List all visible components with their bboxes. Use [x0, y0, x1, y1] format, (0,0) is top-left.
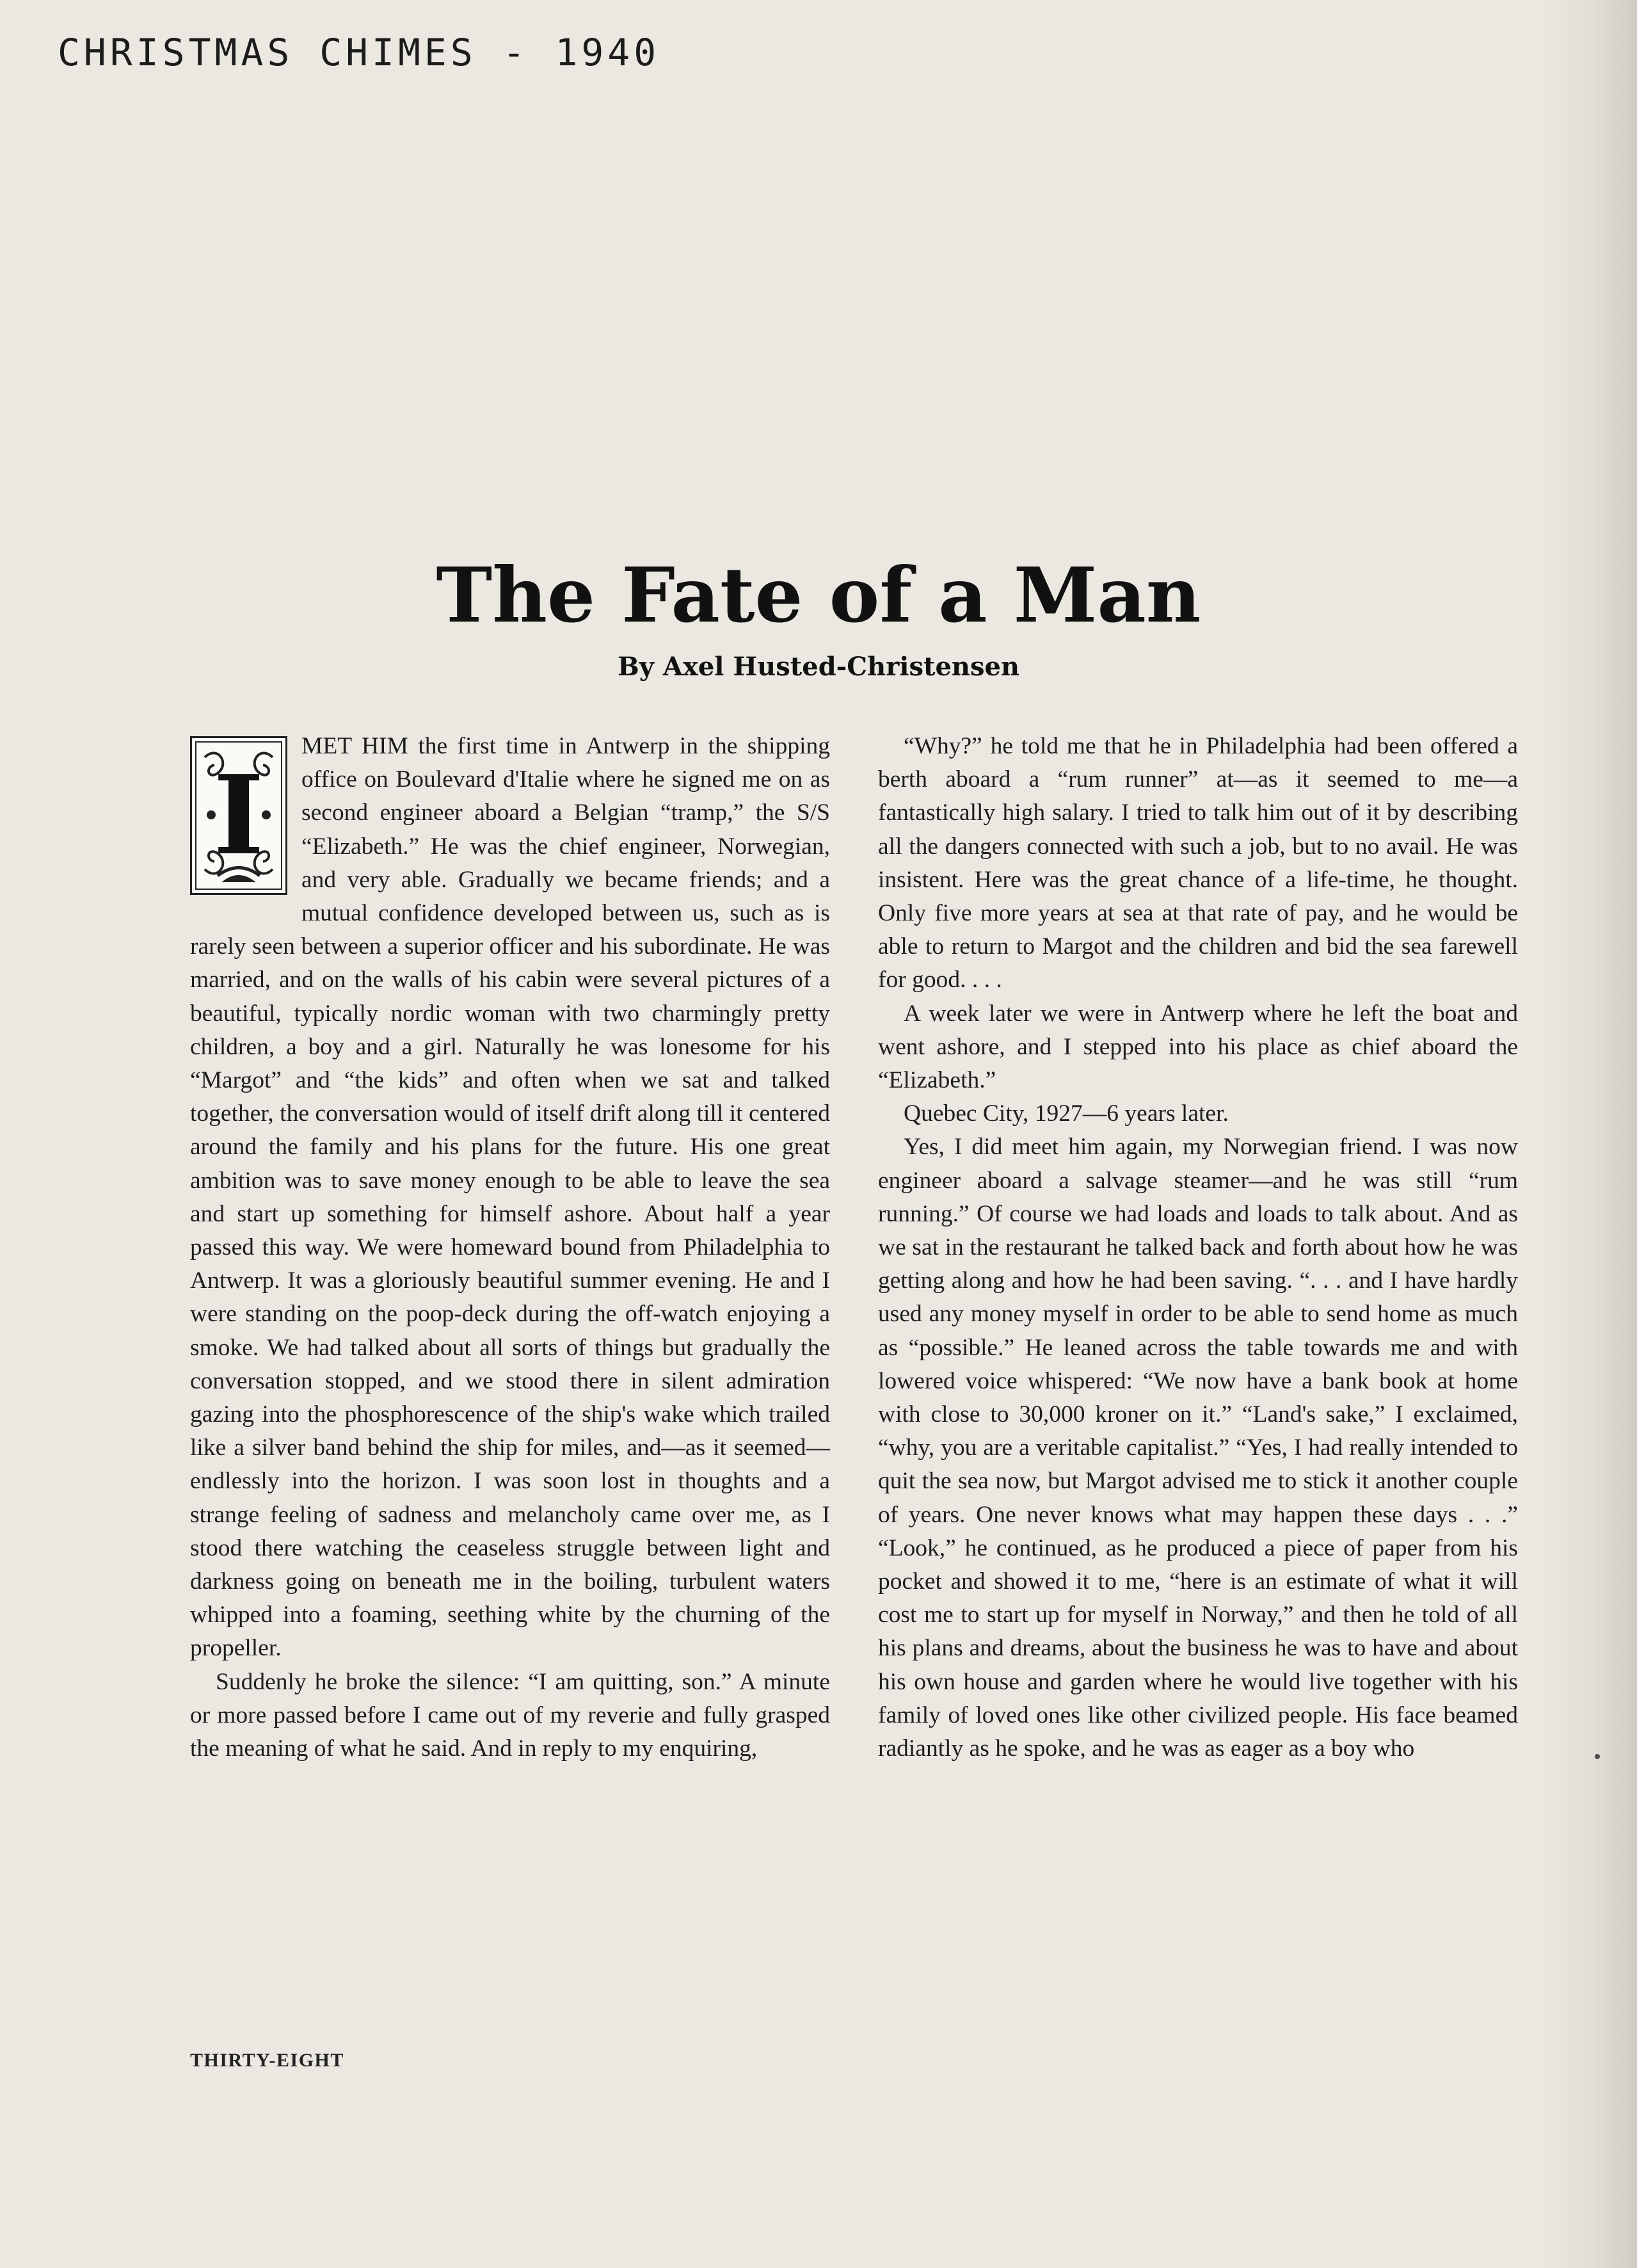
handwritten-header-note: CHRISTMAS CHIMES - 1940 [58, 31, 660, 74]
right-column [878, 730, 1518, 1765]
ornamental-drop-cap [190, 736, 287, 895]
right-paragraph-2: A week later we were in Antwerp where he left the boat and went ashore, and I stepped into his place as chief aboard the “Elizabeth.” [878, 1000, 1518, 1094]
article-byline: By Axel Husted-Christensen [617, 652, 1020, 682]
right-paragraph-4: Yes, I did meet him again, my Norwegian friend. I was now engineer aboard a salvage steamer—and he was still “rum running.” Of course we had loads and loads to talk about. And as we sat in the restaurant he talked back and forth about how he was getting along and how he had been saving. “. . . and I have hardly used any money myself in order to be able to send home as much as “possible.” He leaned across the table towards me and with lowered voice whispered: “We now have a bank book at home with close to 30,000 kroner on it.” “Land's sake,” I exclaimed, “why, you are a veritable capitalist.” “Yes, I had really intended to quit the sea now, but Margot advised me to stick it another couple of years. One never knows what may happen these days . . .” “Look,” he continued, as he produced a piece of paper from his pocket and showed it to me, “here is an estimate of what it will cost me to start up for myself in Norway,” and then he told of all his plans and dreams, about the business he was to have and about his own house and garden where he would live together with his family of loved ones like other civilized people. His face beamed radiantly as he spoke, and he was as eager as a boy who [878, 1134, 1518, 1762]
left-paragraph-1: MET HIM the first time in Antwerp in the shipping office on Boulevard d'Italie where he signed me on as second engineer aboard a Belgian “tramp,” the S/S “Elizabeth.” He was the chief engineer, Norwegian, and very able. Gradually we became friends; and a mutual confidence developed between us, such as is rarely seen between a superior officer and his subordinate. He was married, and on the walls of his cabin were several pictures of a beautiful, typically nordic woman with two charmingly pretty children, a boy and a girl. Naturally he was lonesome for his “Margot” and “the kids” and often when we sat and talked together, the conversation would of itself drift along till it centered around the family and his plans for the future. His one great ambition was to save money enough to be able to leave the sea and start up something for himself ashore. About half a year passed this way. We were homeward bound from Philadelphia to Antwerp. It was a gloriously beautiful summer evening. He and I were standing on the poop-deck during the off-watch enjoying a smoke. We had talked about all sorts of things but gradually the conversation stopped, and we stood there in silent admiration gazing into the phosphorescence of the ship's wake which trailed like a silver band behind the ship for miles, and—as it seemed—endlessly into the horizon. I was soon lost in thoughts and a strange feeling of sadness and melancholy came over me, as I stood there watching the ceaseless struggle between light and darkness going on beneath me in the boiling, turbulent waters whipped into a foaming, seething white by the churning of the propeller. [190, 733, 830, 1662]
right-paragraph-3: Quebec City, 1927—6 years later. [904, 1100, 1229, 1127]
left-paragraph-2: Suddenly he broke the silence: “I am quitting, son.” A minute or more passed before I came out of my reverie and fully grasped the meaning of what he said. And in reply to my enquiring, [190, 1668, 830, 1762]
page-edge-shadow [1541, 0, 1637, 2268]
paper-speck [1595, 1754, 1600, 1759]
left-column [190, 730, 830, 1765]
article-title: The Fate of a Man [436, 551, 1201, 639]
page-number: THIRTY-EIGHT [190, 2050, 344, 2071]
right-paragraph-1: “Why?” he told me that he in Philadelphia had been offered a berth aboard a “rum runner” at—as it seemed to me—a fantastically high salary. I tried to talk him out of it by describing all the dangers connected with such a job, but to no avail. He was insistent. Here was the great chance of a life-time, he thought. Only five more years at sea at that rate of pay, and he would be able to return to Margot and the children and bid the sea farewell for good. . . . [878, 733, 1518, 993]
drop-cap-letter: I [213, 751, 264, 880]
